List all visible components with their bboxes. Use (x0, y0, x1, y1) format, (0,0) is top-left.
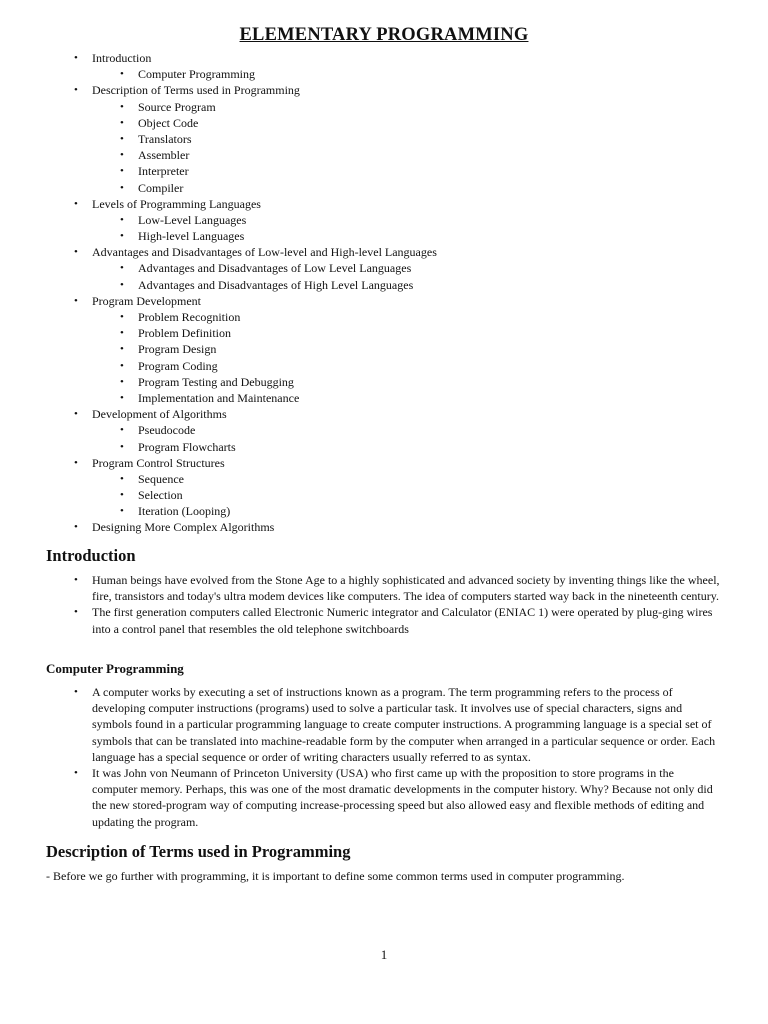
toc-item: • Levels of Programming Languages (0, 196, 768, 212)
toc-subitem: • Iteration (Looping) (0, 503, 768, 519)
toc-subitem: • Advantages and Disadvantages of Low Level Languages (0, 260, 768, 276)
computer-programming-list (0, 684, 768, 830)
introduction-heading: Introduction (46, 546, 136, 565)
toc-subitem: • Assembler (0, 147, 768, 163)
toc-item: • Introduction (0, 50, 768, 66)
table-of-contents (0, 50, 768, 536)
introduction-list (0, 572, 768, 637)
toc-subitem: • Interpreter (0, 163, 768, 179)
toc-item: • Program Development (0, 293, 768, 309)
document-title: ELEMENTARY PROGRAMMING (239, 25, 529, 45)
toc-item: • Description of Terms used in Programming (0, 82, 768, 98)
page-number: 1 (380, 947, 388, 962)
toc-subitem: • Source Program (0, 99, 768, 115)
toc-subitem: • High-level Languages (0, 228, 768, 244)
list-item: • It was John von Neumann of Princeton University (USA) who first came up with the proposition to store programs in the computer memory. Perhaps, this was one of the most dramatic developments in the computer history. Why? Because not only did the new stored-program way of computing increase-processing speed but also allowed easy and flexible methods of editing and updating the program. (0, 765, 768, 830)
description-terms-heading: Description of Terms used in Programming (46, 842, 351, 861)
toc-subitem: • Implementation and Maintenance (0, 390, 768, 406)
toc-subitem: • Translators (0, 131, 768, 147)
toc-subitem: • Pseudocode (0, 422, 768, 438)
toc-item: • Program Control Structures (0, 455, 768, 471)
list-item: • A computer works by executing a set of instructions known as a program. The term programming refers to the process of developing computer instructions (programs) used to solve a particular task. It involves use of special characters, signs and symbols found in a particular programming language to create computer instructions. A programming language is a special set of symbols that can be translated into machine-readable form by the computer when arranged in a particular sequence or order. Each language has a special sequence or order of writing characters usually referred to as syntax. (0, 684, 768, 765)
toc-subitem: • Program Flowcharts (0, 439, 768, 455)
toc-subitem: • Selection (0, 487, 768, 503)
toc-subitem: • Advantages and Disadvantages of High Level Languages (0, 277, 768, 293)
toc-item: • Development of Algorithms (0, 406, 768, 422)
toc-subitem: • Object Code (0, 115, 768, 131)
toc-subitem: • Sequence (0, 471, 768, 487)
toc-subitem: • Problem Definition (0, 325, 768, 341)
list-item: • Human beings have evolved from the Stone Age to a highly sophisticated and advanced society by inventing things like the wheel, fire, transistors and today's ultra modem devices like computers. The idea of computers started way back in the nineteenth century. (0, 572, 768, 604)
list-item: • The first generation computers called Electronic Numeric integrator and Calculator (ENIAC 1) were operated by plug-ging wires into a control panel that resembles the old telephone switchboards (0, 604, 768, 636)
description-terms-text: - Before we go further with programming, it is important to define some common terms used in computer programming. (46, 869, 625, 883)
toc-item: • Designing More Complex Algorithms (0, 519, 768, 535)
toc-subitem: • Program Design (0, 341, 768, 357)
toc-subitem: • Problem Recognition (0, 309, 768, 325)
toc-subitem: • Computer Programming (0, 66, 768, 82)
toc-subitem: • Low-Level Languages (0, 212, 768, 228)
toc-subitem: • Compiler (0, 180, 768, 196)
toc-subitem: • Program Coding (0, 358, 768, 374)
toc-subitem: • Program Testing and Debugging (0, 374, 768, 390)
computer-programming-heading: Computer Programming (46, 661, 184, 676)
toc-item: • Advantages and Disadvantages of Low-level and High-level Languages (0, 244, 768, 260)
